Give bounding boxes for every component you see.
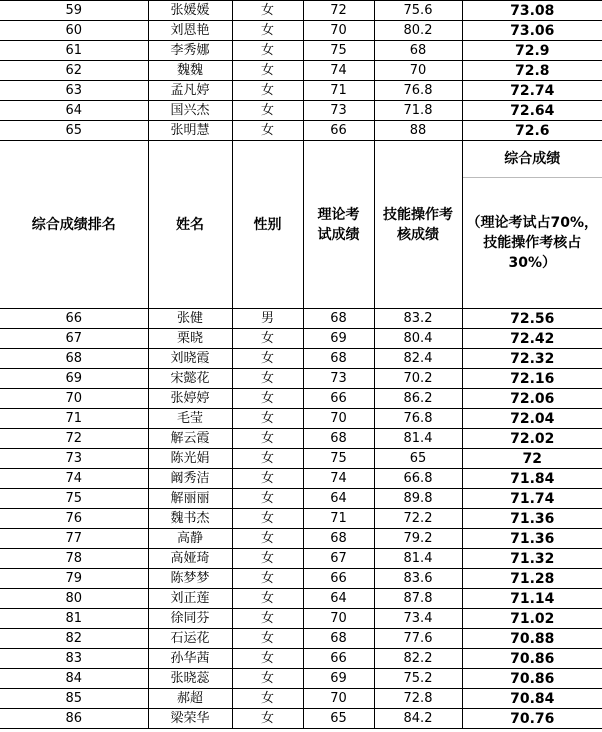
table-row bbox=[0, 81, 602, 101]
cell-name: 刘正莲 bbox=[148, 589, 232, 609]
cell-theory: 71 bbox=[303, 509, 374, 529]
cell-gender: 女 bbox=[232, 429, 303, 449]
cell-rank: 59 bbox=[0, 1, 148, 21]
cell-rank: 79 bbox=[0, 569, 148, 589]
table-row bbox=[0, 589, 602, 609]
cell-skill: 76.8 bbox=[374, 81, 462, 101]
cell-total: 70.84 bbox=[462, 689, 602, 709]
cell-theory: 73 bbox=[303, 369, 374, 389]
table-row bbox=[0, 101, 602, 121]
cell-gender: 女 bbox=[232, 121, 303, 141]
cell-gender: 女 bbox=[232, 41, 303, 61]
cell-total: 70.88 bbox=[462, 629, 602, 649]
table-row bbox=[0, 529, 602, 549]
cell-name: 宋懿花 bbox=[148, 369, 232, 389]
cell-name: 郝超 bbox=[148, 689, 232, 709]
cell-name: 石运花 bbox=[148, 629, 232, 649]
cell-theory: 68 bbox=[303, 529, 374, 549]
table-row bbox=[0, 369, 602, 389]
cell-skill: 76.8 bbox=[374, 409, 462, 429]
cell-total: 72.04 bbox=[462, 409, 602, 429]
cell-skill: 70.2 bbox=[374, 369, 462, 389]
cell-total: 72.06 bbox=[462, 389, 602, 409]
cell-theory: 64 bbox=[303, 489, 374, 509]
cell-theory: 66 bbox=[303, 389, 374, 409]
header-skill: 技能操作考核成绩 bbox=[374, 141, 462, 309]
cell-theory: 72 bbox=[303, 1, 374, 21]
cell-skill: 89.8 bbox=[374, 489, 462, 509]
cell-skill: 83.6 bbox=[374, 569, 462, 589]
cell-name: 国兴杰 bbox=[148, 101, 232, 121]
header-total: 综合成绩 bbox=[462, 141, 602, 178]
cell-rank: 67 bbox=[0, 329, 148, 349]
cell-theory: 68 bbox=[303, 309, 374, 329]
cell-rank: 75 bbox=[0, 489, 148, 509]
cell-total: 71.74 bbox=[462, 489, 602, 509]
cell-total: 72.02 bbox=[462, 429, 602, 449]
cell-total: 70.86 bbox=[462, 649, 602, 669]
cell-rank: 80 bbox=[0, 589, 148, 609]
cell-rank: 64 bbox=[0, 101, 148, 121]
table-row bbox=[0, 1, 602, 21]
cell-theory: 69 bbox=[303, 329, 374, 349]
cell-name: 张健 bbox=[148, 309, 232, 329]
cell-gender: 女 bbox=[232, 1, 303, 21]
cell-skill: 71.8 bbox=[374, 101, 462, 121]
cell-gender: 女 bbox=[232, 709, 303, 729]
cell-gender: 女 bbox=[232, 409, 303, 429]
table-row bbox=[0, 509, 602, 529]
cell-gender: 女 bbox=[232, 689, 303, 709]
cell-gender: 女 bbox=[232, 81, 303, 101]
cell-gender: 女 bbox=[232, 509, 303, 529]
cell-rank: 77 bbox=[0, 529, 148, 549]
cell-rank: 82 bbox=[0, 629, 148, 649]
cell-total: 72.9 bbox=[462, 41, 602, 61]
cell-name: 高娅琦 bbox=[148, 549, 232, 569]
header-total-note: （理论考试占70%，技能操作考核占30%） bbox=[462, 178, 602, 309]
cell-name: 徐同芬 bbox=[148, 609, 232, 629]
cell-name: 张婷婷 bbox=[148, 389, 232, 409]
cell-theory: 68 bbox=[303, 349, 374, 369]
cell-gender: 女 bbox=[232, 629, 303, 649]
cell-gender: 女 bbox=[232, 489, 303, 509]
cell-rank: 84 bbox=[0, 669, 148, 689]
cell-theory: 75 bbox=[303, 41, 374, 61]
cell-total: 72.8 bbox=[462, 61, 602, 81]
cell-rank: 69 bbox=[0, 369, 148, 389]
cell-name: 张晓蕊 bbox=[148, 669, 232, 689]
table-row bbox=[0, 489, 602, 509]
cell-theory: 70 bbox=[303, 21, 374, 41]
cell-total: 72.16 bbox=[462, 369, 602, 389]
cell-theory: 71 bbox=[303, 81, 374, 101]
cell-skill: 70 bbox=[374, 61, 462, 81]
cell-name: 解丽丽 bbox=[148, 489, 232, 509]
cell-skill: 81.4 bbox=[374, 549, 462, 569]
cell-skill: 66.8 bbox=[374, 469, 462, 489]
table-row bbox=[0, 121, 602, 141]
header-name: 姓名 bbox=[148, 141, 232, 309]
cell-rank: 71 bbox=[0, 409, 148, 429]
cell-skill: 73.4 bbox=[374, 609, 462, 629]
cell-skill: 84.2 bbox=[374, 709, 462, 729]
cell-skill: 80.4 bbox=[374, 329, 462, 349]
table-row bbox=[0, 469, 602, 489]
cell-theory: 68 bbox=[303, 629, 374, 649]
table-row bbox=[0, 449, 602, 469]
cell-theory: 68 bbox=[303, 429, 374, 449]
cell-gender: 女 bbox=[232, 61, 303, 81]
cell-rank: 70 bbox=[0, 389, 148, 409]
cell-gender: 女 bbox=[232, 469, 303, 489]
cell-theory: 74 bbox=[303, 61, 374, 81]
cell-name: 魏魏 bbox=[148, 61, 232, 81]
cell-gender: 女 bbox=[232, 569, 303, 589]
cell-gender: 女 bbox=[232, 609, 303, 629]
cell-skill: 87.8 bbox=[374, 589, 462, 609]
table-row bbox=[0, 549, 602, 569]
cell-rank: 73 bbox=[0, 449, 148, 469]
cell-total: 71.14 bbox=[462, 589, 602, 609]
cell-skill: 86.2 bbox=[374, 389, 462, 409]
table-row bbox=[0, 41, 602, 61]
table-row bbox=[0, 349, 602, 369]
cell-skill: 77.6 bbox=[374, 629, 462, 649]
cell-skill: 68 bbox=[374, 41, 462, 61]
table-row bbox=[0, 329, 602, 349]
cell-skill: 82.4 bbox=[374, 349, 462, 369]
header-row-top bbox=[0, 141, 602, 178]
cell-theory: 64 bbox=[303, 589, 374, 609]
cell-skill: 83.2 bbox=[374, 309, 462, 329]
table-row bbox=[0, 409, 602, 429]
cell-total: 73.08 bbox=[462, 1, 602, 21]
cell-rank: 65 bbox=[0, 121, 148, 141]
cell-name: 梁荣华 bbox=[148, 709, 232, 729]
cell-total: 71.36 bbox=[462, 529, 602, 549]
cell-rank: 66 bbox=[0, 309, 148, 329]
table-row bbox=[0, 649, 602, 669]
cell-name: 陈梦梦 bbox=[148, 569, 232, 589]
cell-rank: 85 bbox=[0, 689, 148, 709]
cell-total: 70.86 bbox=[462, 669, 602, 689]
cell-total: 70.76 bbox=[462, 709, 602, 729]
cell-gender: 女 bbox=[232, 389, 303, 409]
cell-skill: 80.2 bbox=[374, 21, 462, 41]
cell-rank: 62 bbox=[0, 61, 148, 81]
table-row bbox=[0, 309, 602, 329]
cell-rank: 63 bbox=[0, 81, 148, 101]
cell-rank: 83 bbox=[0, 649, 148, 669]
cell-theory: 70 bbox=[303, 409, 374, 429]
table-row bbox=[0, 709, 602, 729]
table-row bbox=[0, 389, 602, 409]
table-body-top bbox=[0, 1, 602, 141]
cell-skill: 88 bbox=[374, 121, 462, 141]
cell-theory: 73 bbox=[303, 101, 374, 121]
cell-theory: 66 bbox=[303, 569, 374, 589]
cell-gender: 女 bbox=[232, 21, 303, 41]
cell-total: 71.84 bbox=[462, 469, 602, 489]
cell-total: 72.42 bbox=[462, 329, 602, 349]
table-row bbox=[0, 429, 602, 449]
cell-theory: 65 bbox=[303, 709, 374, 729]
cell-name: 栗晓 bbox=[148, 329, 232, 349]
table-row bbox=[0, 21, 602, 41]
table-row bbox=[0, 609, 602, 629]
cell-theory: 70 bbox=[303, 689, 374, 709]
cell-total: 72.32 bbox=[462, 349, 602, 369]
cell-name: 刘晓霞 bbox=[148, 349, 232, 369]
cell-theory: 69 bbox=[303, 669, 374, 689]
cell-gender: 女 bbox=[232, 329, 303, 349]
cell-skill: 72.8 bbox=[374, 689, 462, 709]
cell-skill: 79.2 bbox=[374, 529, 462, 549]
cell-rank: 74 bbox=[0, 469, 148, 489]
cell-gender: 女 bbox=[232, 669, 303, 689]
cell-theory: 66 bbox=[303, 121, 374, 141]
cell-theory: 74 bbox=[303, 469, 374, 489]
header-theory: 理论考试成绩 bbox=[303, 141, 374, 309]
cell-skill: 72.2 bbox=[374, 509, 462, 529]
cell-skill: 65 bbox=[374, 449, 462, 469]
cell-name: 魏书杰 bbox=[148, 509, 232, 529]
cell-total: 72 bbox=[462, 449, 602, 469]
cell-gender: 女 bbox=[232, 369, 303, 389]
cell-total: 73.06 bbox=[462, 21, 602, 41]
table-row bbox=[0, 629, 602, 649]
cell-rank: 81 bbox=[0, 609, 148, 629]
cell-rank: 60 bbox=[0, 21, 148, 41]
cell-total: 71.36 bbox=[462, 509, 602, 529]
cell-skill: 81.4 bbox=[374, 429, 462, 449]
cell-name: 高静 bbox=[148, 529, 232, 549]
cell-theory: 75 bbox=[303, 449, 374, 469]
cell-total: 72.74 bbox=[462, 81, 602, 101]
cell-total: 71.28 bbox=[462, 569, 602, 589]
cell-total: 72.56 bbox=[462, 309, 602, 329]
header-rank: 综合成绩排名 bbox=[0, 141, 148, 309]
cell-gender: 女 bbox=[232, 529, 303, 549]
cell-rank: 61 bbox=[0, 41, 148, 61]
cell-skill: 82.2 bbox=[374, 649, 462, 669]
cell-rank: 86 bbox=[0, 709, 148, 729]
table-header bbox=[0, 141, 602, 309]
cell-theory: 70 bbox=[303, 609, 374, 629]
cell-name: 刘恩艳 bbox=[148, 21, 232, 41]
cell-gender: 女 bbox=[232, 449, 303, 469]
header-gender: 性别 bbox=[232, 141, 303, 309]
cell-theory: 66 bbox=[303, 649, 374, 669]
cell-gender: 男 bbox=[232, 309, 303, 329]
cell-gender: 女 bbox=[232, 649, 303, 669]
table-row bbox=[0, 61, 602, 81]
cell-gender: 女 bbox=[232, 349, 303, 369]
cell-rank: 78 bbox=[0, 549, 148, 569]
cell-total: 72.64 bbox=[462, 101, 602, 121]
cell-name: 毛莹 bbox=[148, 409, 232, 429]
cell-name: 解云霞 bbox=[148, 429, 232, 449]
cell-skill: 75.6 bbox=[374, 1, 462, 21]
cell-name: 孙华茜 bbox=[148, 649, 232, 669]
cell-rank: 76 bbox=[0, 509, 148, 529]
cell-rank: 68 bbox=[0, 349, 148, 369]
cell-name: 张明慧 bbox=[148, 121, 232, 141]
cell-name: 张媛媛 bbox=[148, 1, 232, 21]
cell-total: 71.32 bbox=[462, 549, 602, 569]
cell-skill: 75.2 bbox=[374, 669, 462, 689]
table-row bbox=[0, 569, 602, 589]
table-row bbox=[0, 669, 602, 689]
table-body-bottom bbox=[0, 309, 602, 729]
cell-name: 李秀娜 bbox=[148, 41, 232, 61]
cell-gender: 女 bbox=[232, 549, 303, 569]
cell-rank: 72 bbox=[0, 429, 148, 449]
cell-name: 阚秀洁 bbox=[148, 469, 232, 489]
table-row bbox=[0, 689, 602, 709]
cell-name: 陈光娟 bbox=[148, 449, 232, 469]
cell-theory: 67 bbox=[303, 549, 374, 569]
cell-gender: 女 bbox=[232, 101, 303, 121]
cell-name: 孟凡婷 bbox=[148, 81, 232, 101]
cell-total: 72.6 bbox=[462, 121, 602, 141]
cell-gender: 女 bbox=[232, 589, 303, 609]
cell-total: 71.02 bbox=[462, 609, 602, 629]
